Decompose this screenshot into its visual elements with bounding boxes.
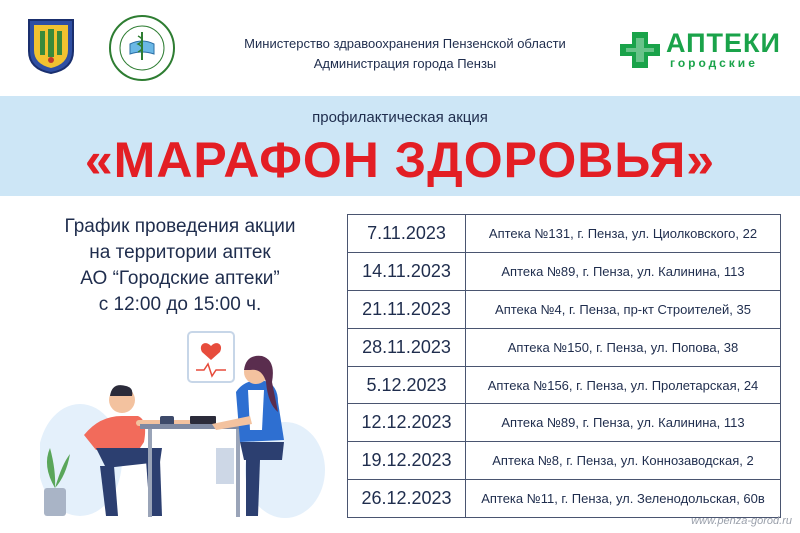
ministry-block	[190, 34, 620, 74]
pharmacy-brand-name: АПТЕКИ	[666, 28, 781, 58]
schedule-place: Аптека №156, г. Пенза, ул. Пролетарская, 24	[466, 366, 781, 404]
event-title: «МАРАФОН ЗДОРОВЬЯ»	[84, 132, 716, 188]
watermark: www.penza-gorod.ru	[691, 515, 792, 527]
info-line-1: График проведения акции	[64, 216, 296, 237]
schedule-row	[348, 328, 781, 366]
schedule-row	[348, 290, 781, 328]
schedule-date: 21.11.2023	[348, 290, 466, 328]
schedule-date: 14.11.2023	[348, 252, 466, 290]
info-line-2: на территории аптек	[89, 242, 271, 263]
event-subtitle: профилактическая акция	[312, 109, 488, 126]
schedule-row	[348, 215, 781, 253]
schedule-row	[348, 480, 781, 518]
schedule-place: Аптека №4, г. Пенза, пр-кт Строителей, 35	[466, 290, 781, 328]
schedule-date: 19.12.2023	[348, 442, 466, 480]
schedule-row	[348, 366, 781, 404]
schedule-date: 5.12.2023	[348, 366, 466, 404]
schedule-place: Аптека №89, г. Пенза, ул. Калинина, 113	[466, 404, 781, 442]
ministry-line-2: Администрация города Пензы	[313, 56, 497, 71]
pharmacy-logo	[618, 28, 788, 72]
ministry-line-1: Министерство здравоохранения Пензенской области	[244, 36, 566, 51]
doctor-patient-illustration	[40, 320, 340, 520]
schedule-row	[348, 442, 781, 480]
schedule-date: 26.12.2023	[348, 480, 466, 518]
info-line-4: с 12:00 до 15:00 ч.	[98, 294, 262, 315]
medical-center-emblem-icon	[108, 14, 176, 82]
schedule-row	[348, 404, 781, 442]
schedule-place: Аптека №150, г. Пенза, ул. Попова, 38	[466, 328, 781, 366]
schedule-place: Аптека №11, г. Пенза, ул. Зеленодольская, 60в	[466, 480, 781, 518]
schedule-table	[347, 214, 781, 518]
pharmacy-brand-sub: городские	[670, 56, 758, 70]
schedule-date: 28.11.2023	[348, 328, 466, 366]
schedule-date: 12.12.2023	[348, 404, 466, 442]
region-coat-of-arms-icon	[26, 17, 76, 75]
schedule-place: Аптека №89, г. Пенза, ул. Калинина, 113	[466, 252, 781, 290]
info-line-3: АО “Городские аптеки”	[80, 268, 280, 289]
schedule-info	[20, 214, 340, 318]
schedule-date: 7.11.2023	[348, 215, 466, 253]
schedule-place: Аптека №8, г. Пенза, ул. Коннозаводская, 2	[466, 442, 781, 480]
pharmacy-cross-icon	[618, 30, 662, 70]
schedule-row	[348, 252, 781, 290]
schedule-place: Аптека №131, г. Пенза, ул. Циолковского, 22	[466, 215, 781, 253]
title-banner	[0, 96, 800, 196]
header	[0, 0, 800, 96]
